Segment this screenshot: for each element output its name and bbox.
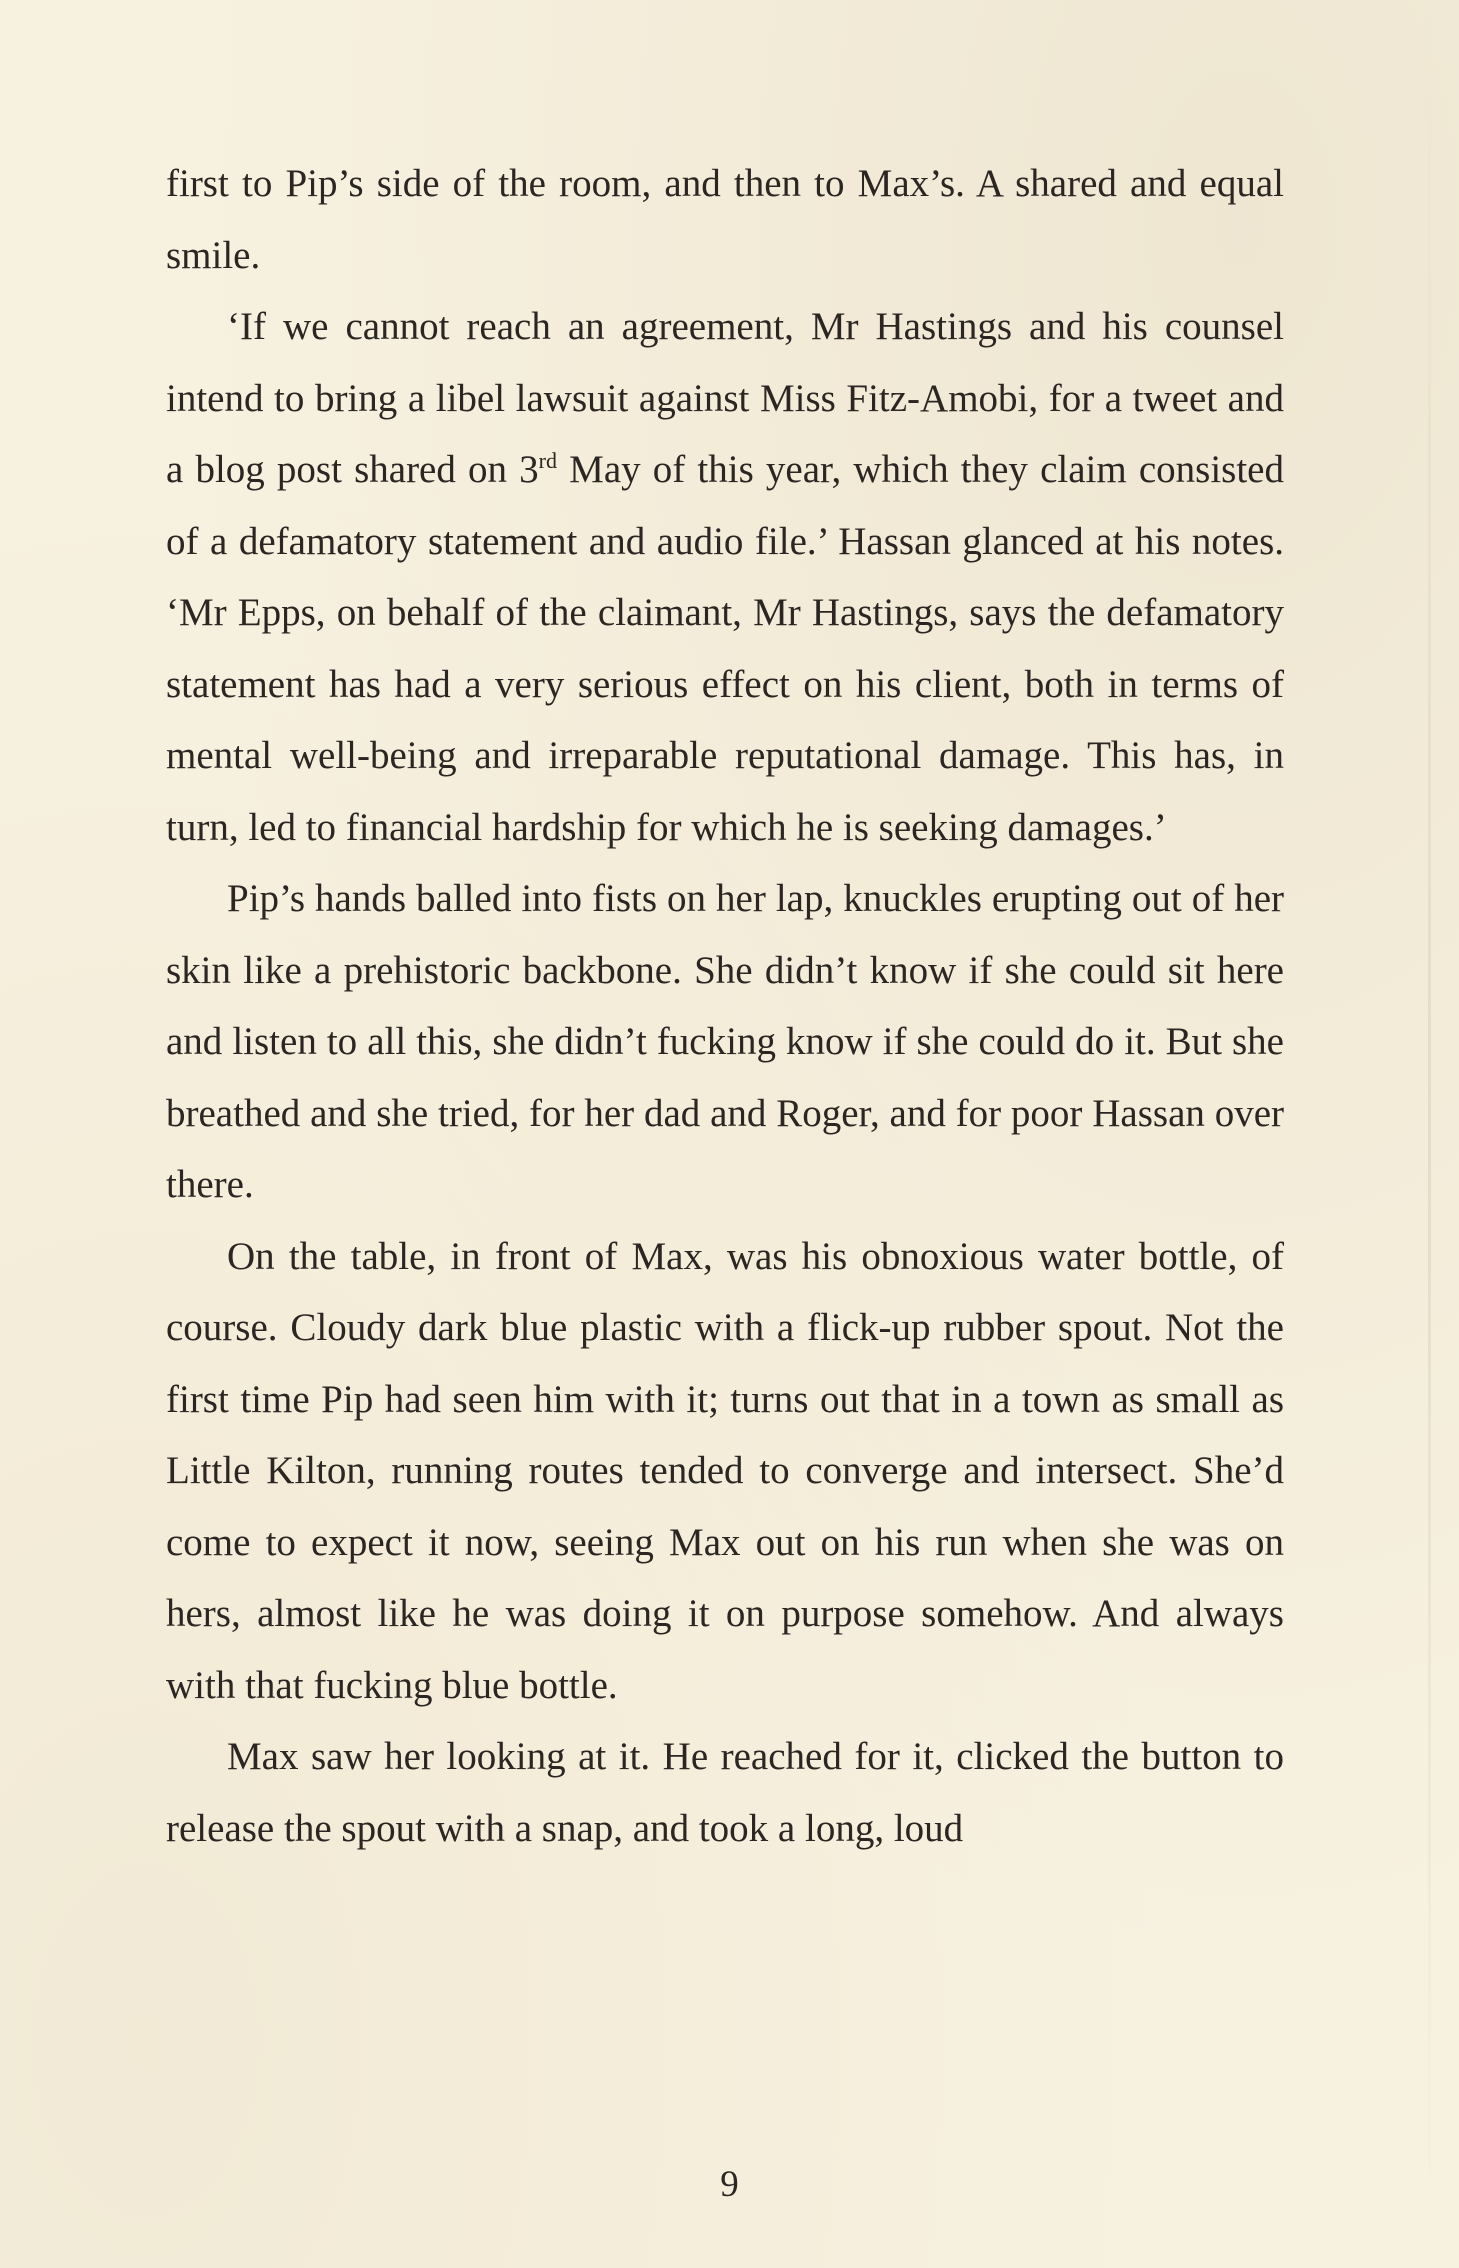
paragraph-text: On the table, in front of Max, was his obnoxious water bottle, of course. Cloudy dark blue plastic with a flick-up rubber spout. Not the first time Pip had seen him with it; turns out that in a town as small as Little Kilton, running routes tended to converge and intersect. She’d come to expect it now, seeing Max out on his run when she was on hers, almost like he was doing it on purpose somehow. And always with that fucking blue bottle. bbox=[166, 1234, 1284, 1707]
paragraph-text: ‘If we cannot reach an agreement, Mr Hastings and his counsel intend to bring a libel lawsuit against Miss Fitz-Amobi, for a tweet and a blog post shared on 3 bbox=[166, 305, 1284, 491]
page-number: 9 bbox=[720, 2164, 739, 2205]
paragraph-2 bbox=[166, 291, 1284, 863]
paragraph-1 bbox=[166, 148, 1284, 291]
body-text bbox=[166, 148, 1284, 1864]
page-edge-shadow bbox=[1428, 0, 1431, 2268]
paragraph-text: first to Pip’s side of the room, and then to Max’s. A shared and equal smile. bbox=[166, 162, 1284, 277]
paragraph-5 bbox=[166, 1721, 1284, 1864]
ordinal-superscript: rd bbox=[538, 448, 557, 473]
paragraph-text: Pip’s hands balled into fists on her lap, knuckles erupting out of her skin like a prehistoric backbone. She didn’t know if she could sit here and listen to all this, she didn’t fucking know if she could do it. But she breathed and she tried, for her dad and Roger, and for poor Hassan over there. bbox=[166, 877, 1284, 1206]
paragraph-3 bbox=[166, 863, 1284, 1221]
paragraph-text: Max saw her looking at it. He reached for it, clicked the button to release the spout with a snap, and took a long, loud bbox=[166, 1735, 1284, 1850]
paragraph-4 bbox=[166, 1221, 1284, 1722]
paragraph-text: May of this year, which they claim consisted of a defamatory statement and audio file.’ Hassan glanced at his notes. ‘Mr Epps, on behalf of the claimant, Mr Hastings, says the defamatory statement has had a very serious effect on his client, both in terms of mental well-being and irreparable reputational damage. This has, in turn, led to financial hardship for which he is seeking damages.’ bbox=[166, 448, 1284, 849]
